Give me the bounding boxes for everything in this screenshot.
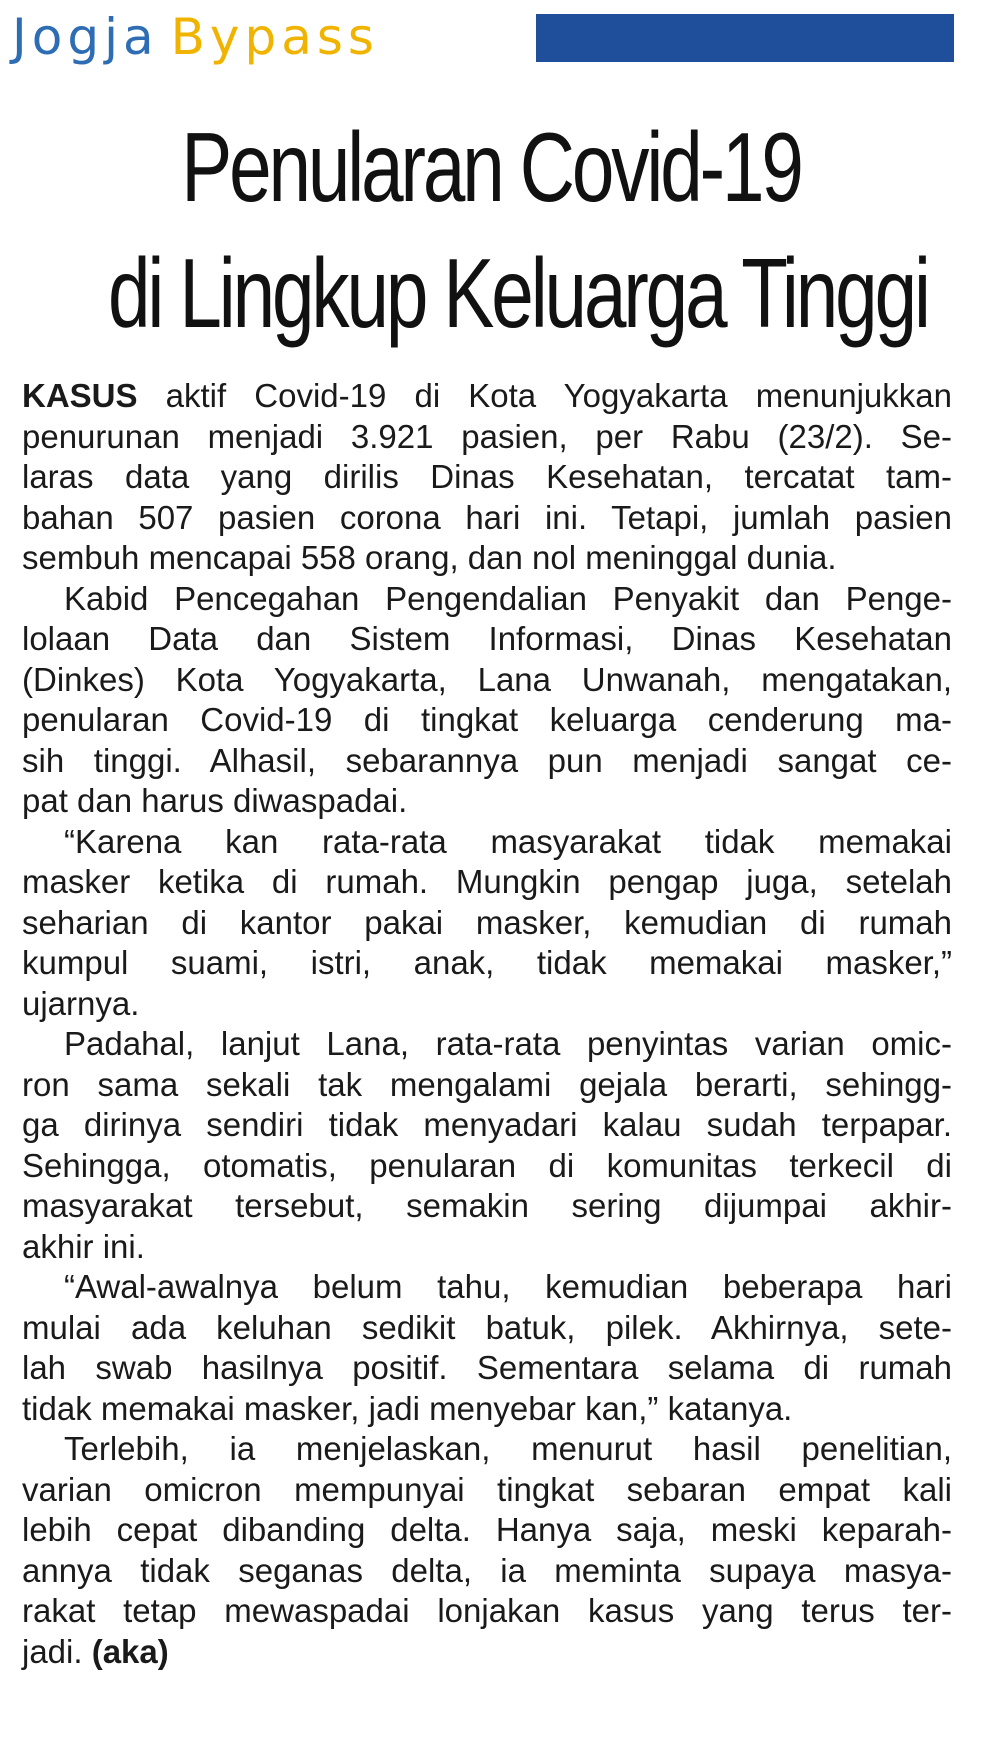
article-line (22, 984, 952, 1025)
article-line (22, 1105, 952, 1146)
article-line-text: Kabid Pencegahan Pengendalian Penyakit dan Penge- (64, 579, 952, 617)
article-line-text: akhir ini. (22, 1227, 145, 1265)
article-line (22, 943, 952, 984)
rubric-word-jogja: Jogja (12, 8, 159, 66)
article-line (22, 457, 952, 498)
article-line (22, 1146, 952, 1187)
article-line-text: ga dirinya sendiri tidak menyadari kalau sudah terpapar. (22, 1106, 952, 1143)
article-line-text: bahan 507 pasien corona hari ini. Tetapi, jumlah pasien (22, 498, 952, 536)
article-paragraph (22, 1429, 952, 1672)
article-paragraph (22, 1267, 952, 1429)
headline (108, 104, 928, 356)
article-line (22, 1065, 952, 1106)
article-line-text: Padahal, lanjut Lana, rata-rata penyintas varian omic- (64, 1025, 952, 1062)
article-line-text: sembuh mencapai 558 orang, dan nol meninggal dunia. (22, 539, 837, 576)
article-line (22, 1186, 952, 1227)
article-line-text: pat dan harus diwaspadai. (22, 782, 408, 819)
article-line (22, 660, 952, 701)
article-line-text: varian omicron mempunyai tingkat sebaran empat kali (22, 1470, 952, 1508)
article-line-text: masker ketika di rumah. Mungkin pengap juga, setelah (22, 863, 952, 900)
article-line-text: mulai ada keluhan sedikit batuk, pilek. Akhirnya, sete- (22, 1308, 952, 1346)
article-line-text: penurunan menjadi 3.921 pasien, per Rabu (23/2). Se- (22, 417, 952, 455)
article-body (22, 376, 952, 1672)
article-line (22, 1470, 952, 1511)
article-line (22, 1227, 952, 1268)
article-line (22, 619, 952, 660)
rubric-word-bypass: Bypass (170, 8, 379, 66)
article-line (22, 1429, 952, 1470)
article-line-text: seharian di kantor pakai masker, kemudian di rumah (22, 903, 952, 941)
article-line (22, 1510, 952, 1551)
article-line (22, 417, 952, 458)
article-line-text: ujarnya. (22, 984, 140, 1022)
article-line-text: annya tidak seganas delta, ia meminta supaya masya- (22, 1551, 952, 1589)
article-line (22, 579, 952, 620)
article-line-text: lolaan Data dan Sistem Informasi, Dinas Kesehatan (22, 620, 952, 657)
article-line-text: ron sama sekali tak mengalami gejala berarti, sehingg- (22, 1065, 952, 1103)
article-line-text: kumpul suami, istri, anak, tidak memakai masker,” (22, 944, 952, 981)
article-line (22, 1308, 952, 1349)
rubric-bar (536, 14, 954, 62)
lead-word: KASUS (22, 377, 138, 414)
byline: (aka) (91, 1632, 169, 1670)
article-paragraph (22, 822, 952, 1025)
article-line (22, 741, 952, 782)
article-line-text: lebih cepat dibanding delta. Hanya saja, meski keparah- (22, 1511, 952, 1548)
article-line (22, 1632, 952, 1673)
article-line (22, 822, 952, 863)
headline-line-1: Penularan Covid-19 (181, 112, 801, 222)
article-line (22, 700, 952, 741)
article-line-text: tidak memakai masker, jadi menyebar kan,” katanya. (22, 1389, 793, 1427)
article-paragraph (22, 376, 952, 579)
article-line (22, 1389, 952, 1430)
article-line-text: sih tinggi. Alhasil, sebarannya pun menjadi sangat ce- (22, 741, 952, 779)
article-paragraph (22, 1024, 952, 1267)
article-line (22, 781, 952, 822)
article-line (22, 903, 952, 944)
article-line-text: (Dinkes) Kota Yogyakarta, Lana Unwanah, mengatakan, (22, 660, 952, 698)
article-paragraph (22, 579, 952, 822)
article-line (22, 376, 952, 417)
article-line-text: “Awal-awalnya belum tahu, kemudian beberapa hari (64, 1268, 952, 1305)
article-line-text: masyarakat tersebut, semakin sering dijumpai akhir- (22, 1187, 952, 1224)
article-line (22, 1551, 952, 1592)
article-line-text: penularan Covid-19 di tingkat keluarga cenderung ma- (22, 701, 952, 738)
article-line (22, 1348, 952, 1389)
article-line-text: Terlebih, ia menjelaskan, menurut hasil penelitian, (64, 1430, 952, 1467)
section-rubric (12, 6, 379, 68)
headline-line-2: di Lingkup Keluarga Tinggi (108, 238, 928, 348)
article-line-text: lah swab hasilnya positif. Sementara selama di rumah (22, 1349, 952, 1386)
article-line-text: aktif Covid-19 di Kota Yogyakarta menunjukkan (137, 377, 952, 414)
article-line-text: “Karena kan rata-rata masyarakat tidak memakai (64, 822, 952, 860)
article-line-text: laras data yang dirilis Dinas Kesehatan, tercatat tam- (22, 458, 952, 495)
article-line-text: jadi. (22, 1632, 92, 1670)
article-line-text: Sehingga, otomatis, penularan di komunitas terkecil di (22, 1146, 952, 1184)
article-line (22, 538, 952, 579)
article-line (22, 1591, 952, 1632)
article-line (22, 862, 952, 903)
article-line-text: rakat tetap mewaspadai lonjakan kasus yang terus ter- (22, 1592, 952, 1629)
article-line (22, 498, 952, 539)
article-line (22, 1024, 952, 1065)
article-line (22, 1267, 952, 1308)
